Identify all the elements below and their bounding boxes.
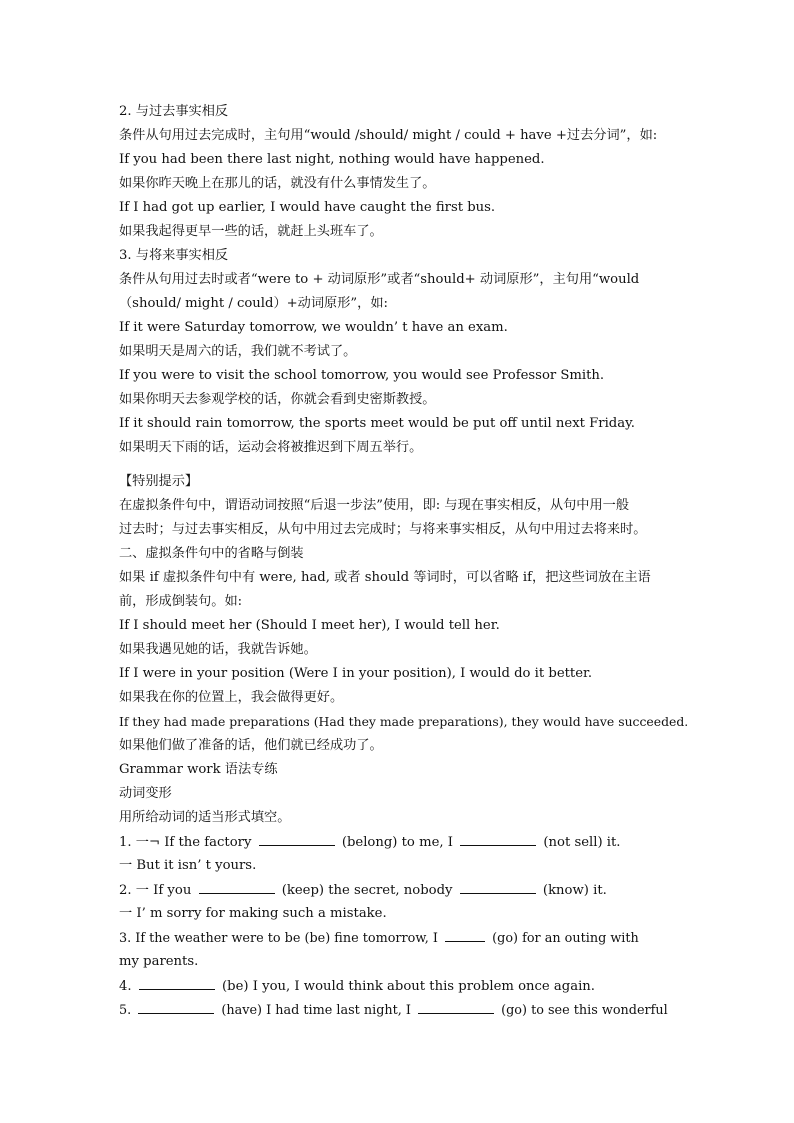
paragraph-line: 如果 if 虚拟条件句中有 were, had, 或者 should 等词时，可以省略 if，把这些词放在主语	[119, 570, 651, 585]
example-english: If they had made preparations (Had they made preparations), they would have succeeded.	[119, 714, 689, 729]
answer-blank[interactable]	[259, 830, 335, 846]
exercise-text: (know) it.	[542, 883, 607, 898]
exercise-3	[119, 926, 679, 950]
exercise-2-response: 一 I’ m sorry for making such a mistake.	[119, 906, 387, 921]
example-chinese: 如果我起得更早一些的话，就赶上头班车了。	[119, 224, 383, 239]
example-chinese: 如果明天是周六的话，我们就不考试了。	[119, 344, 357, 359]
exercise-text: 2. 一 If you	[119, 883, 192, 898]
paragraph-line: 在虚拟条件句中，谓语动词按照“后退一步法”使用，即: 与现在事实相反，从句中用一般	[119, 498, 630, 513]
answer-blank[interactable]	[445, 926, 485, 942]
exercise-text: (go) to see this wonderful	[501, 1003, 668, 1018]
example-english: If I were in your position (Were I in your position), I would do it better.	[119, 666, 593, 681]
grammar-work-heading: Grammar work 语法专练	[119, 762, 278, 777]
exercise-text: 1. 一¬ If the factory	[119, 835, 252, 850]
example-chinese: 如果我遇见她的话，我就告诉她。	[119, 642, 317, 657]
example-english: If you were to visit the school tomorrow, you would see Professor Smith.	[119, 368, 605, 383]
exercise-1-response: 一 But it isn’ t yours.	[119, 858, 257, 873]
exercise-5	[119, 998, 679, 1022]
answer-blank[interactable]	[460, 878, 536, 894]
paragraph-line: 条件从句用过去时或者“were to + 动词原形”或者“should+ 动词原形”，主句用“would	[119, 272, 640, 287]
exercise-text: (go) for an outing with	[492, 931, 639, 946]
document-page	[119, 100, 689, 1022]
exercise-text: (not sell) it.	[543, 835, 621, 850]
exercise-3-continued: my parents.	[119, 954, 199, 969]
paragraph-line: 过去时；与过去事实相反，从句中用过去完成时；与将来事实相反，从句中用过去将来时。	[119, 522, 647, 537]
exercise-text: (be) I you, I would think about this problem once again.	[222, 979, 595, 994]
answer-blank[interactable]	[199, 878, 275, 894]
answer-blank[interactable]	[418, 998, 494, 1014]
spacer	[119, 460, 679, 470]
paragraph-line: 条件从句用过去完成时，主句用“would /should/ might / could + have +过去分词”，如:	[119, 128, 658, 143]
exercise-text: (keep) the secret, nobody	[281, 883, 453, 898]
answer-blank[interactable]	[138, 998, 214, 1014]
answer-blank[interactable]	[139, 974, 215, 990]
exercise-text: 4.	[119, 979, 132, 994]
tip-heading: 【特别提示】	[119, 474, 199, 489]
exercise-text: (belong) to me, I	[341, 835, 453, 850]
exercise-text: 5.	[119, 1003, 132, 1018]
example-english: If I had got up earlier, I would have caught the first bus.	[119, 200, 496, 215]
exercise-text: 3. If the weather were to be (be) fine tomorrow, I	[119, 931, 438, 946]
example-english: If I should meet her (Should I meet her), I would tell her.	[119, 618, 500, 633]
exercise-instruction: 用所给动词的适当形式填空。	[119, 810, 291, 825]
example-english: If it were Saturday tomorrow, we wouldn’ t have an exam.	[119, 320, 508, 335]
example-english: If you had been there last night, nothing would have happened.	[119, 152, 545, 167]
example-chinese: 如果明天下雨的话，运动会将被推迟到下周五举行。	[119, 440, 423, 455]
section-heading-future: 3. 与将来事实相反	[119, 248, 229, 263]
example-english: If it should rain tomorrow, the sports meet would be put off until next Friday.	[119, 416, 635, 431]
paragraph-line: （should/ might / could）+动词原形”，如:	[119, 296, 388, 311]
example-chinese: 如果你明天去参观学校的话，你就会看到史密斯教授。	[119, 392, 436, 407]
section-heading-past: 2. 与过去事实相反	[119, 104, 229, 119]
exercise-1	[119, 830, 679, 854]
exercise-2	[119, 878, 679, 902]
exercise-text: (have) I had time last night, I	[221, 1003, 411, 1018]
answer-blank[interactable]	[460, 830, 536, 846]
example-chinese: 如果你昨天晚上在那儿的话，就没有什么事情发生了。	[119, 176, 436, 191]
exercise-4	[119, 974, 679, 998]
paragraph-line: 前，形成倒装句。如:	[119, 594, 243, 609]
example-chinese: 如果我在你的位置上，我会做得更好。	[119, 690, 344, 705]
example-chinese: 如果他们做了准备的话，他们就已经成功了。	[119, 738, 383, 753]
section-heading-inversion: 二、虚拟条件句中的省略与倒装	[119, 546, 304, 561]
exercise-title: 动词变形	[119, 786, 172, 801]
